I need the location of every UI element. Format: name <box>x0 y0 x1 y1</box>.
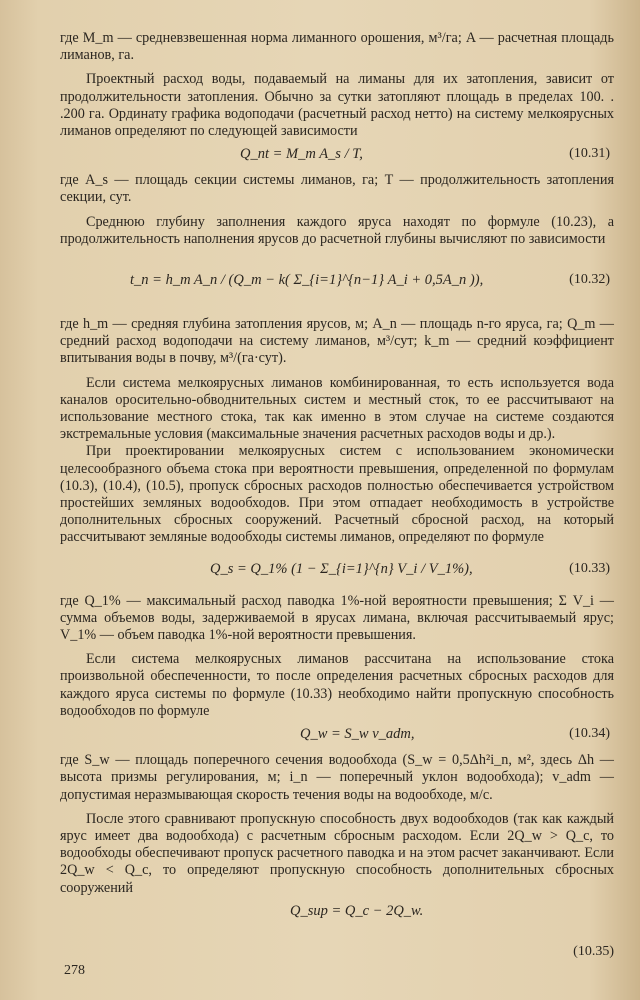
equation-10-31 <box>60 146 614 168</box>
equation-10-32 <box>60 254 614 312</box>
equation-10-32-body: t_n = h_m A_n / (Q_m − k( Σ_{i=1}^{n−1} A_i + 0,5A_n )), <box>130 272 484 289</box>
equation-10-33 <box>60 553 614 589</box>
equation-10-33-body: Q_s = Q_1% (1 − Σ_{i=1}^{n} V_i / V_1%), <box>210 560 473 577</box>
paragraph-9: Если система мелкоярусных лиманов рассчитана на использование стока произвольной обеспеченности, то после определения расчетных сбросных расходов для каждого яруса системы по формуле (10.33) необходимо найти пропускную способность водообходов по формуле <box>60 651 614 719</box>
equation-10-32-number: (10.32) <box>569 272 610 288</box>
equation-10-34-number: (10.34) <box>569 726 610 742</box>
equation-10-34-body: Q_w = S_w v_adm, <box>300 726 415 743</box>
page-number: 278 <box>64 963 85 978</box>
paragraph-11: После этого сравнивают пропускную способность двух водообходов (так как каждый ярус имеет два водообхода) с расчетным сбросным расходом. Если 2Q_w > Q_c, то водообходы обеспечивают пропуск расчетного паводка и на этом расчет заканчивают. Если 2Q_w < Q_c, то определяют пропускную способность дополнительных сбросных сооружений <box>60 810 614 896</box>
paragraph-5: где h_m — средняя глубина затопления ярусов, м; A_n — площадь n-го яруса, га; Q_m — средний расход водоподачи на систему лиманов, м³/сут; k_m — средний коэффициент впитывания воды в почву, м³/(га·сут). <box>60 316 614 367</box>
equation-10-33-number: (10.33) <box>569 560 610 576</box>
equation-10-35-number: (10.35) <box>573 944 614 959</box>
paragraph-8: где Q_1% — максимальный расход паводка 1%-ной вероятности превышения; Σ V_i — сумма объемов воды, задерживаемой в ярусах лимана, включая рассчитываемый ярус; V_1% — объем паводка 1%-ной вероятности превышения. <box>60 592 614 644</box>
equation-10-35-body: Q_sup = Q_c − 2Q_w. <box>290 902 424 919</box>
equation-10-31-number: (10.31) <box>569 146 610 162</box>
equation-10-35 <box>60 903 614 925</box>
paragraph-10: где S_w — площадь поперечного сечения водообхода (S_w = 0,5Δh²i_n, м², здесь Δh — высота призмы регулирования, м; i_n — поперечный уклон водообхода); v_adm — допустимая неразмывающая скорость течения воды на водообходе, м/с. <box>60 752 614 803</box>
paragraph-1: где M_m — средневзвешенная норма лиманного орошения, м³/га; A — расчетная площадь лиманов, га. <box>60 30 614 64</box>
paragraph-6: Если система мелкоярусных лиманов комбинированная, то есть используется вода каналов оросительно-обводнительных систем и местный сток, то ее рассчитывают на использование местного стока, так как именно в этом случае на системе создаются экстремальные условия (максимальные значения расчетных расходов воды и др.). <box>60 374 614 443</box>
paragraph-4: Среднюю глубину заполнения каждого яруса находят по формуле (10.23), а продолжительность наполнения ярусов до расчетной глубины вычисляют по зависимости <box>60 213 614 247</box>
paragraph-7: При проектировании мелкоярусных систем с использованием экономически целесообразного объема стока при вероятности превышения, определенной по формулам (10.3), (10.4), (10.5), пропуск сбросных расходов полностью обеспечивается устройством простейших земляных водообходов. При этом отпадает необходимость в устройстве дополнительных сбросных сооружений. Расчетный сбросной расход, на который рассчитывают земляные водообходы системы лиманов, определяют по формуле <box>60 443 614 546</box>
paragraph-3: где A_s — площадь секции системы лиманов, га; T — продолжительность затопления секции, сут. <box>60 172 614 206</box>
paragraph-2: Проектный расход воды, подаваемый на лиманы для их затопления, зависит от продолжительности затопления. Обычно за сутки затопляют площадь в пределах 100. . .200 га. Ординату графика водоподачи (расчетный расход нетто) на систему мелкоярусных лиманов определяют по следующей зависимости <box>60 71 614 140</box>
equation-10-34 <box>60 726 614 748</box>
equation-10-31-body: Q_nt = M_m A_s / T, <box>240 146 363 163</box>
